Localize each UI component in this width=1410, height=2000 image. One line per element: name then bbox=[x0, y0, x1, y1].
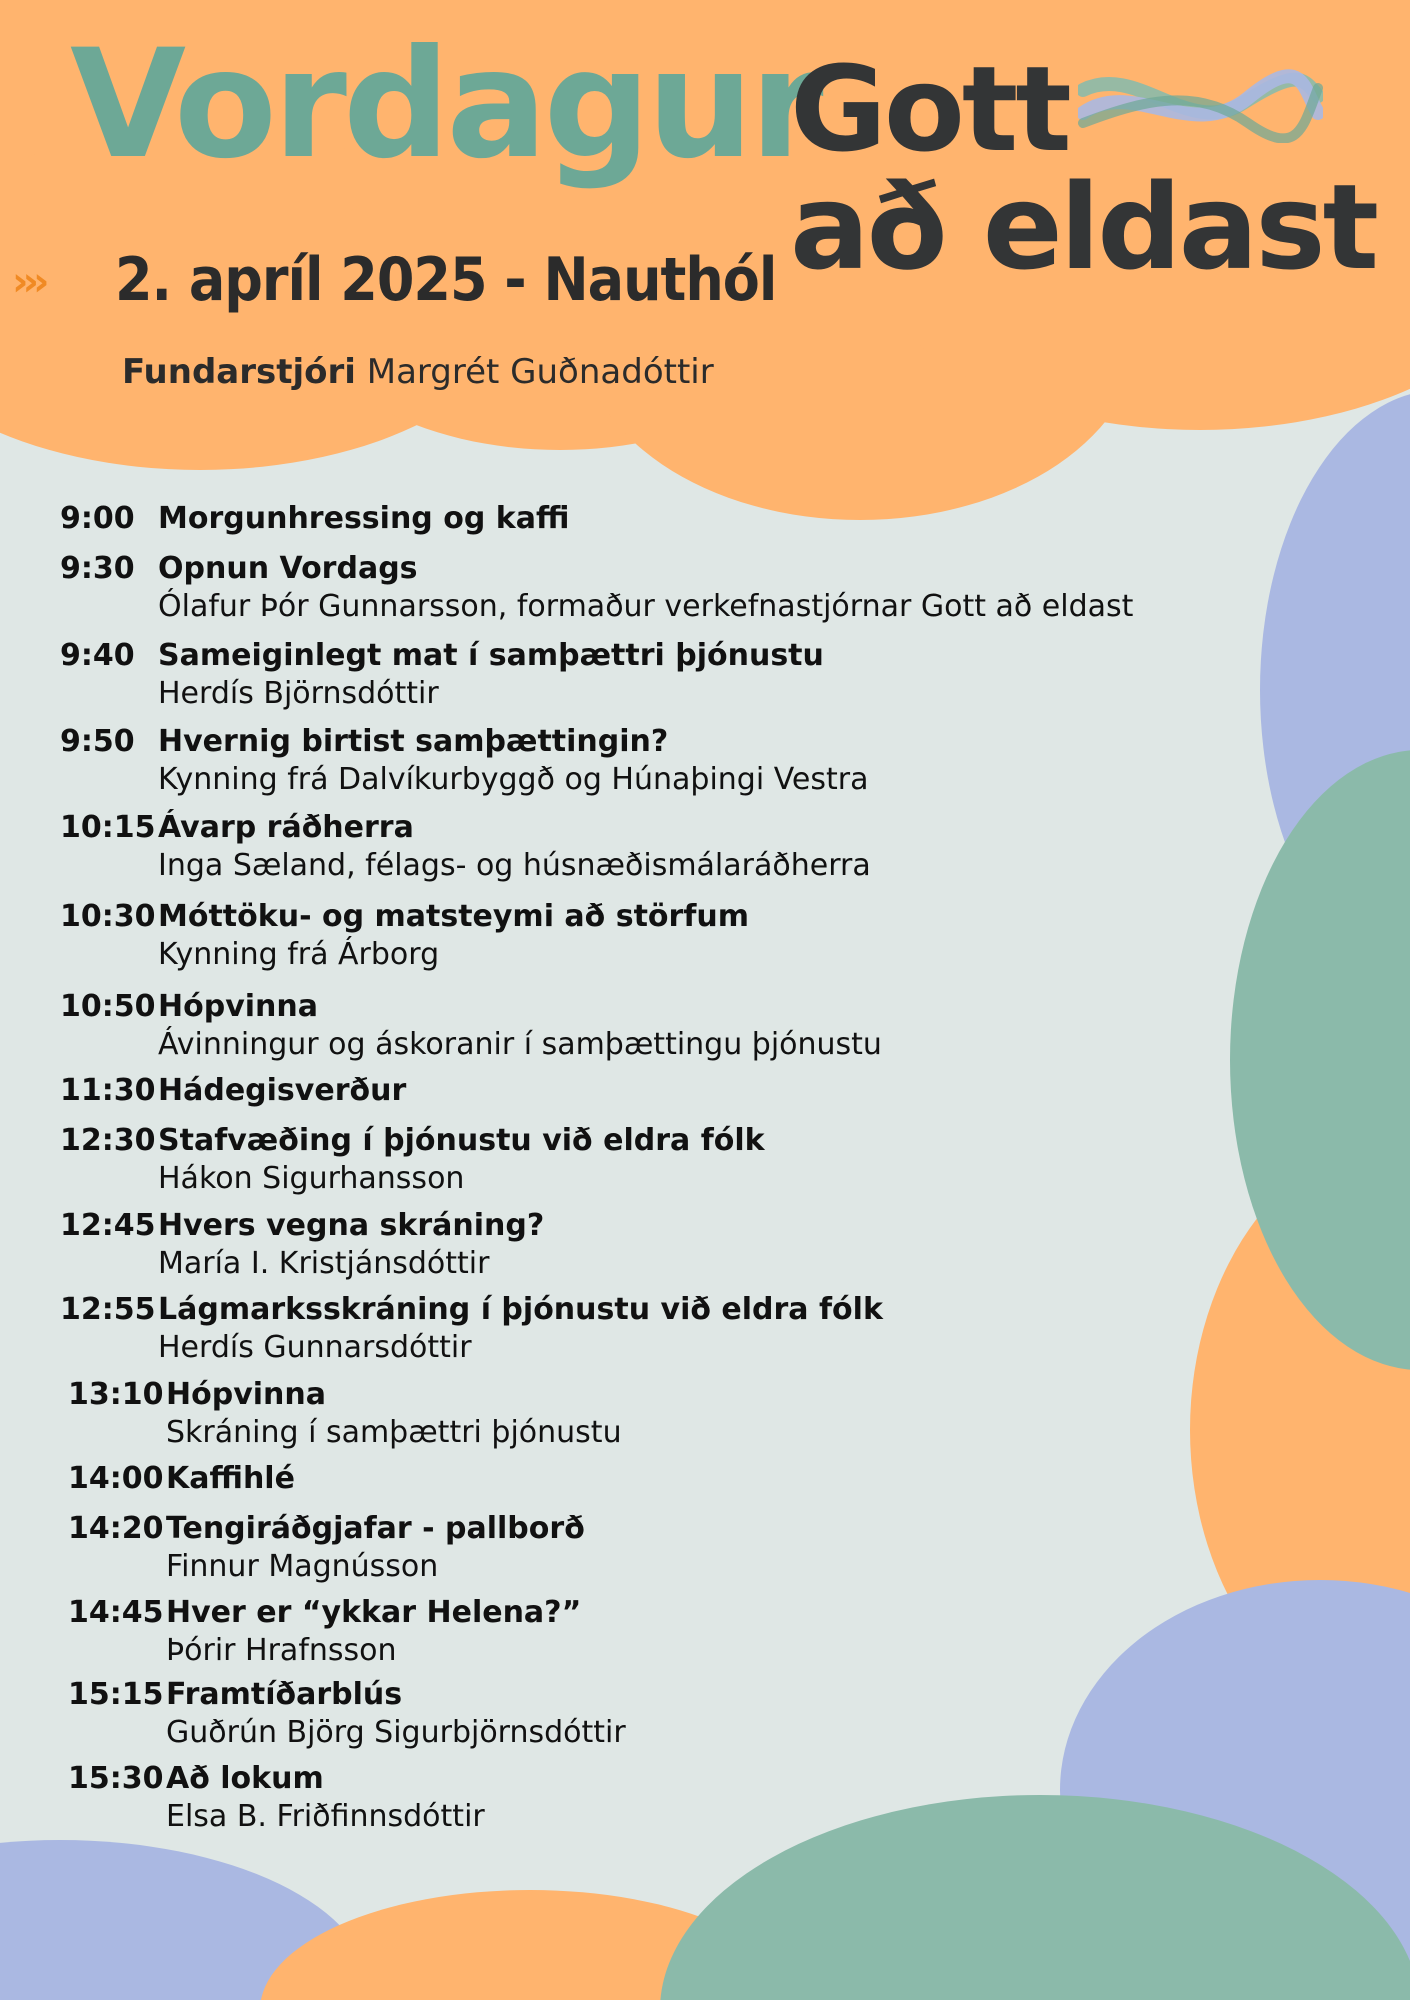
schedule-time: 10:15 bbox=[60, 810, 156, 845]
schedule-subtitle: Herdís Björnsdóttir bbox=[158, 676, 439, 711]
schedule-item bbox=[68, 1676, 626, 1752]
schedule-item bbox=[60, 1291, 883, 1367]
schedule-subtitle: Guðrún Björg Sigurbjörnsdóttir bbox=[166, 1715, 626, 1750]
schedule-item bbox=[68, 1510, 585, 1586]
logo-line-1: Gott bbox=[790, 40, 1069, 178]
schedule-item bbox=[60, 1122, 765, 1198]
schedule-item bbox=[60, 988, 882, 1064]
schedule-title: Hópvinna bbox=[158, 989, 318, 1024]
moderator bbox=[122, 352, 714, 392]
schedule-title: Hvers vegna skráning? bbox=[158, 1208, 545, 1243]
schedule-subtitle: Kynning frá Árborg bbox=[158, 937, 440, 972]
schedule-title: Morgunhressing og kaffi bbox=[158, 501, 570, 536]
schedule-subtitle: Inga Sæland, félags- og húsnæðismálaráðherra bbox=[158, 848, 871, 883]
schedule-item bbox=[68, 1760, 485, 1836]
schedule-item bbox=[60, 637, 824, 713]
schedule-time: 12:45 bbox=[60, 1208, 156, 1243]
schedule-time: 14:00 bbox=[68, 1461, 164, 1496]
schedule-item bbox=[60, 1207, 544, 1283]
schedule-time: 14:45 bbox=[68, 1595, 164, 1630]
schedule-subtitle: Finnur Magnússon bbox=[166, 1549, 439, 1584]
schedule-time: 9:30 bbox=[60, 551, 135, 586]
schedule-time: 11:30 bbox=[60, 1073, 156, 1108]
schedule-subtitle: Kynning frá Dalvíkurbyggð og Húnaþingi Vestra bbox=[158, 762, 869, 797]
event-date-location: 2. apríl 2025 - Nauthól bbox=[115, 245, 777, 315]
schedule-title: Opnun Vordags bbox=[158, 551, 418, 586]
schedule-title: Kaffihlé bbox=[166, 1461, 295, 1496]
schedule-time: 9:50 bbox=[60, 724, 135, 759]
schedule-title: Ávarp ráðherra bbox=[158, 810, 414, 845]
schedule-subtitle: Þórir Hrafnsson bbox=[166, 1633, 397, 1668]
schedule-subtitle: Ávinningur og áskoranir í samþættingu þjónustu bbox=[158, 1027, 882, 1062]
schedule-item bbox=[60, 809, 871, 885]
event-title: Vordagur bbox=[70, 18, 820, 192]
schedule-item bbox=[60, 723, 868, 799]
schedule-time: 9:40 bbox=[60, 638, 135, 673]
schedule-item bbox=[68, 1460, 295, 1498]
schedule-title: Að lokum bbox=[166, 1761, 324, 1796]
schedule-title: Lágmarksskráning í þjónustu við eldra fólk bbox=[158, 1292, 883, 1327]
schedule-item bbox=[60, 1072, 406, 1110]
schedule-time: 9:00 bbox=[60, 501, 135, 536]
schedule-time: 12:55 bbox=[60, 1292, 156, 1327]
schedule-title: Hádegisverður bbox=[158, 1073, 407, 1108]
schedule-time: 14:20 bbox=[68, 1511, 164, 1546]
schedule-item bbox=[60, 550, 1133, 626]
schedule-title: Stafvæðing í þjónustu við eldra fólk bbox=[158, 1123, 765, 1158]
schedule-subtitle: María I. Kristjánsdóttir bbox=[158, 1246, 490, 1281]
chevrons-icon: ››› bbox=[12, 259, 44, 305]
logo-line-2: að eldast bbox=[790, 158, 1376, 296]
schedule-subtitle: Skráning í samþættri þjónustu bbox=[166, 1415, 622, 1450]
schedule-subtitle: Hákon Sigurhansson bbox=[158, 1161, 465, 1196]
schedule-time: 10:50 bbox=[60, 989, 156, 1024]
schedule-time: 15:15 bbox=[68, 1677, 164, 1712]
logo-waves-icon bbox=[1078, 68, 1323, 143]
schedule-subtitle: Herdís Gunnarsdóttir bbox=[158, 1330, 472, 1365]
moderator-label: Fundarstjóri bbox=[122, 352, 356, 392]
schedule-item bbox=[68, 1376, 622, 1452]
schedule-item bbox=[60, 898, 749, 974]
schedule-title: Framtíðarblús bbox=[166, 1677, 403, 1712]
schedule-title: Móttöku- og matsteymi að störfum bbox=[158, 899, 749, 934]
moderator-name: Margrét Guðnadóttir bbox=[366, 352, 714, 392]
schedule-item bbox=[60, 500, 569, 538]
schedule-time: 13:10 bbox=[68, 1377, 164, 1412]
schedule-subtitle: Elsa B. Friðfinnsdóttir bbox=[166, 1799, 485, 1834]
schedule-title: Hver er “ykkar Helena?” bbox=[166, 1595, 582, 1630]
schedule-title: Hvernig birtist samþættingin? bbox=[158, 724, 669, 759]
schedule-time: 12:30 bbox=[60, 1123, 156, 1158]
schedule-title: Tengiráðgjafar - pallborð bbox=[166, 1511, 585, 1546]
schedule-title: Hópvinna bbox=[166, 1377, 326, 1412]
schedule-item bbox=[68, 1594, 581, 1670]
schedule-subtitle: Ólafur Þór Gunnarsson, formaður verkefnastjórnar Gott að eldast bbox=[158, 589, 1134, 624]
schedule-time: 15:30 bbox=[68, 1761, 164, 1796]
schedule-time: 10:30 bbox=[60, 899, 156, 934]
schedule-title: Sameiginlegt mat í samþættri þjónustu bbox=[158, 638, 824, 673]
